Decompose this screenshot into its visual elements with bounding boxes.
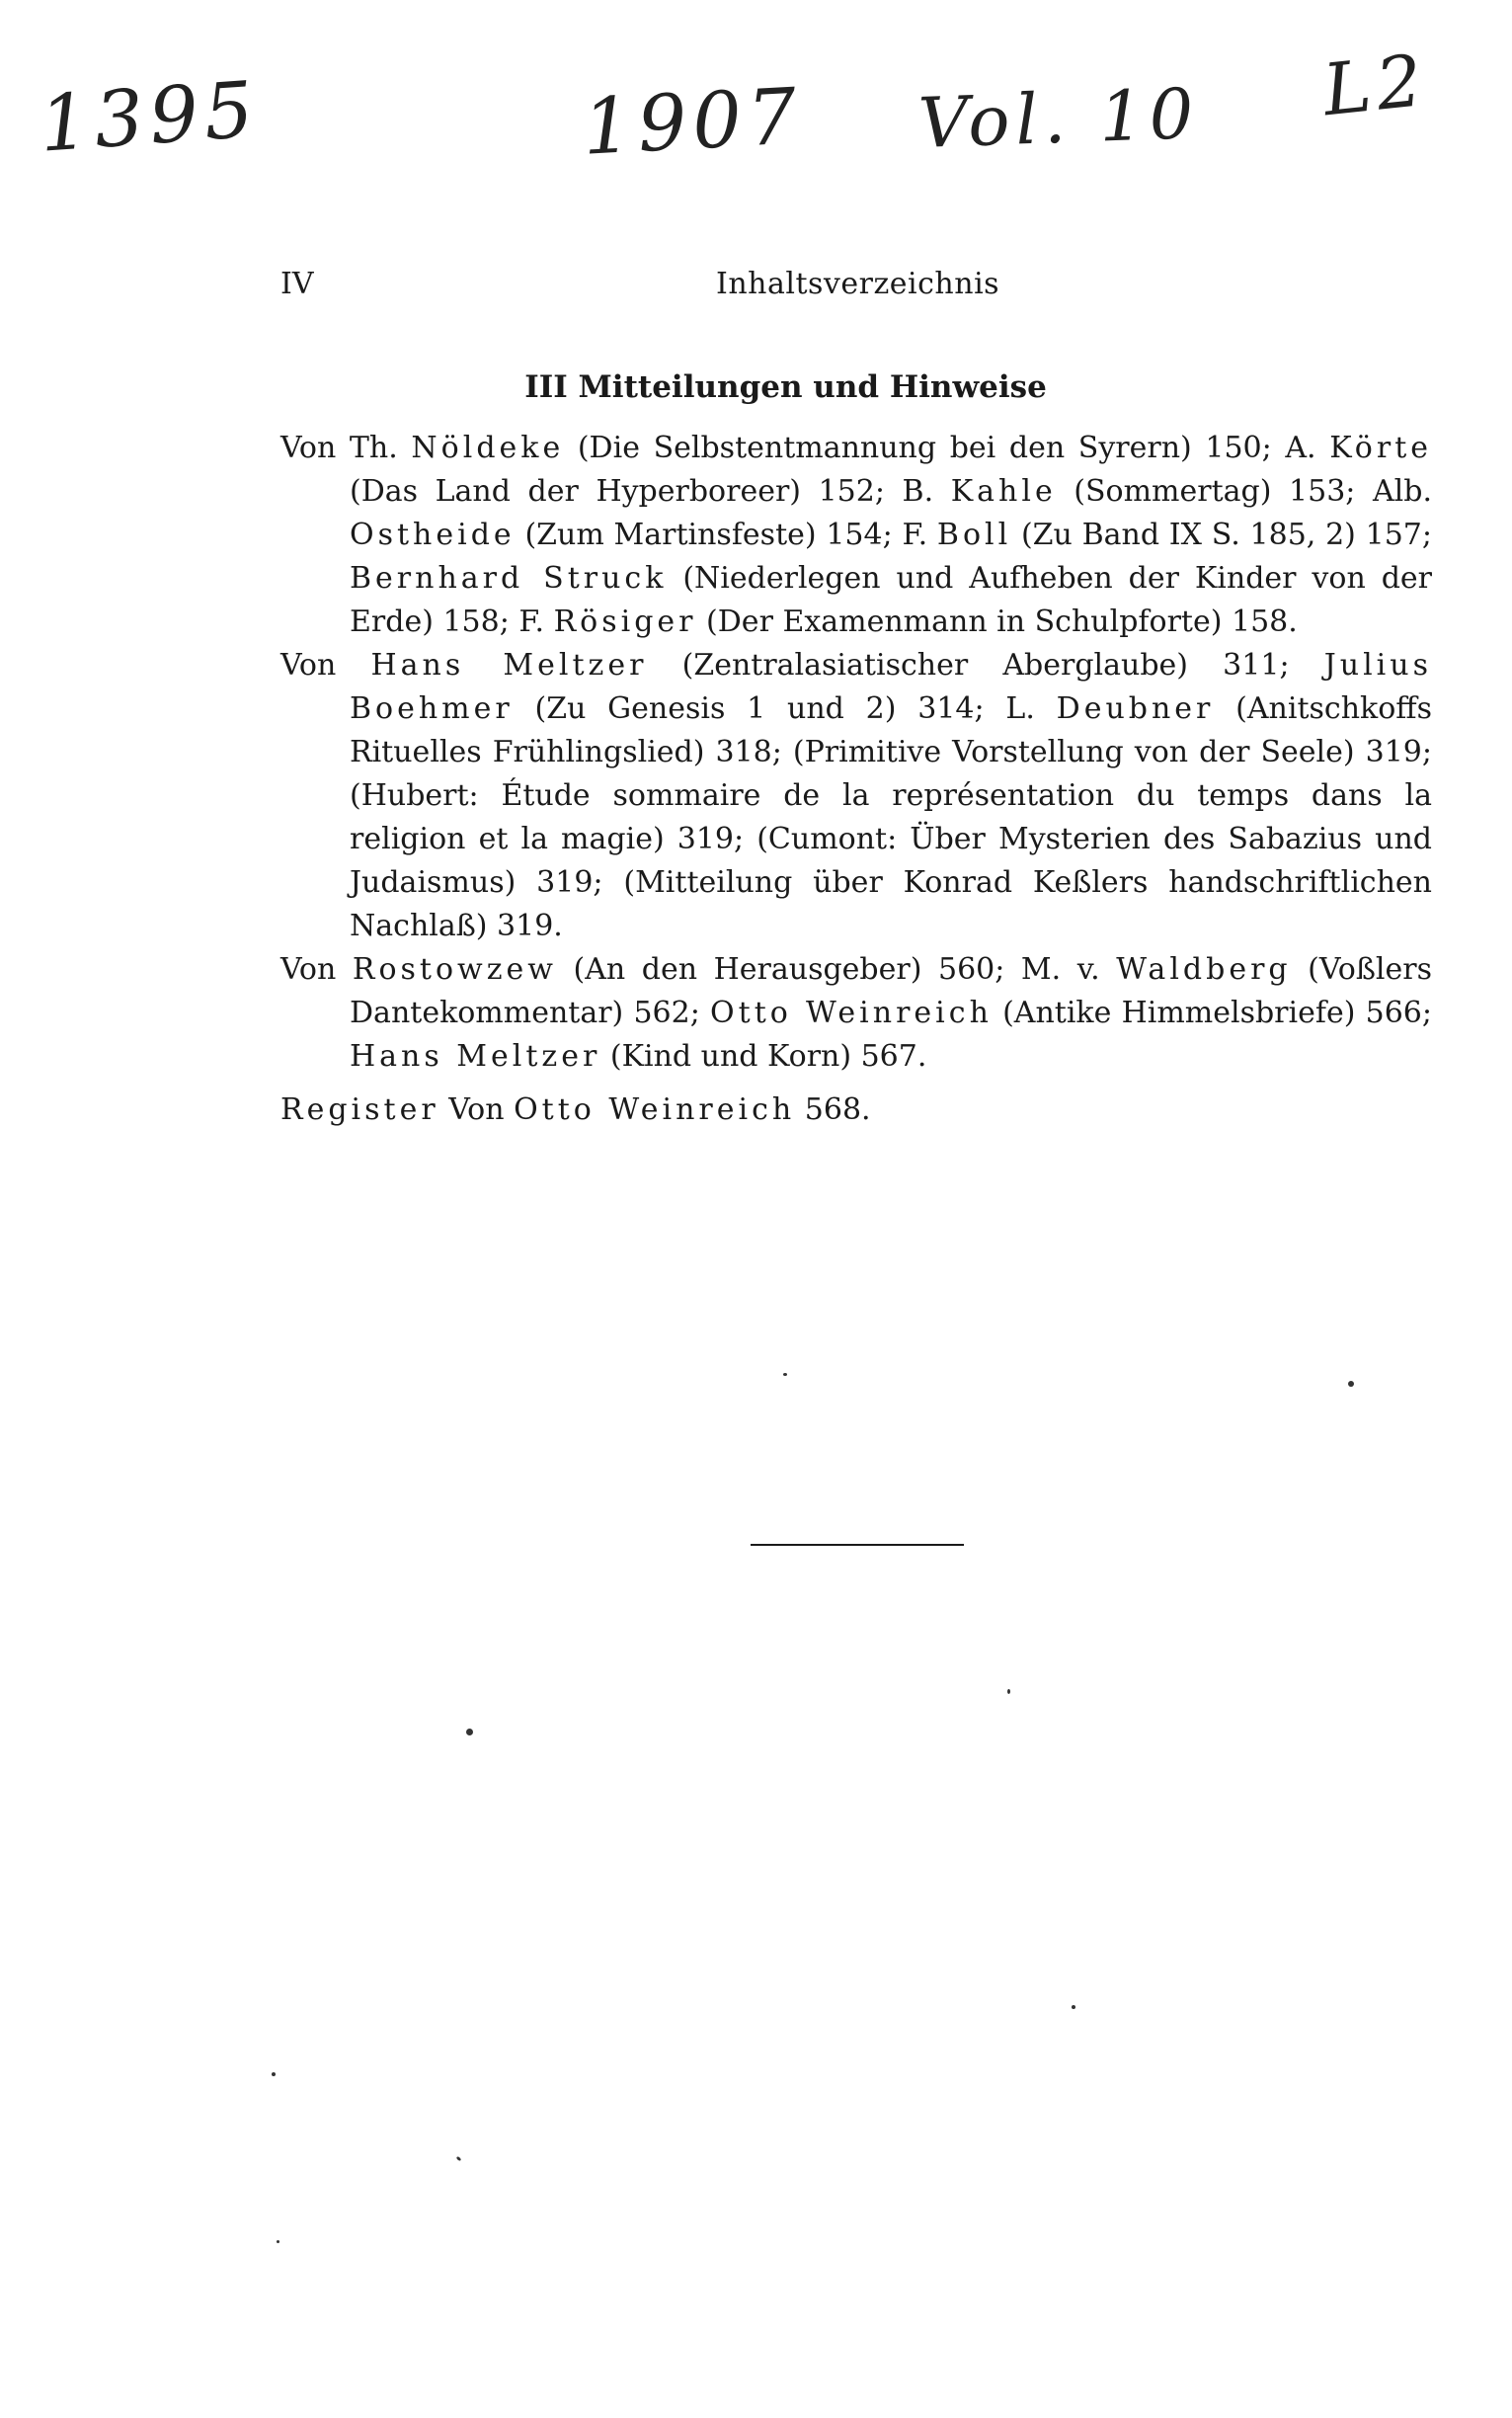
toc-entry	[280, 644, 1432, 948]
entry-text: Von	[280, 648, 371, 683]
author-name: Hans Meltzer	[370, 648, 648, 683]
toc-entries	[280, 427, 1432, 1132]
running-title: Inhaltsverzeichnis	[716, 267, 1000, 301]
handwritten-note-right: L2	[1318, 38, 1432, 132]
handwritten-note-volume: Vol. 10	[916, 73, 1201, 164]
entry-text: Von Th.	[280, 431, 412, 465]
author-name: Boll	[936, 518, 1012, 552]
author-name: Otto Weinreich	[514, 1092, 796, 1127]
print-speck	[1348, 1381, 1354, 1387]
entry-text: 568.	[795, 1092, 871, 1127]
handwritten-note-year: 1907	[580, 72, 805, 173]
print-speck	[1007, 1689, 1010, 1694]
entry-text: (Die Selbstentmannung bei den Syrern) 150; A.	[564, 431, 1330, 465]
print-speck	[272, 2072, 276, 2076]
entry-text: Von	[438, 1092, 515, 1127]
author-name: Hans Meltzer	[350, 1039, 601, 1074]
toc-entry-register	[280, 1088, 1432, 1132]
running-head	[0, 265, 1512, 304]
entry-text: (An den Herausgeber) 560; M. v.	[556, 952, 1117, 987]
author-name: Rösiger	[553, 604, 697, 639]
entry-text: (Zu Genesis 1 und 2) 314; L.	[513, 691, 1057, 726]
author-name: Register	[280, 1092, 439, 1127]
entry-text: Von	[280, 952, 353, 987]
author-name: Rostowzew	[352, 952, 557, 987]
entry-text: (Voßlers Dantekommentar) 562;	[350, 952, 1432, 1030]
print-speck	[277, 2240, 279, 2243]
print-speck	[456, 2156, 462, 2162]
toc-entry	[280, 948, 1432, 1079]
section-heading: III Mitteilungen und Hinweise	[524, 369, 1047, 405]
entry-text: (Der Examenmann in Schulpforte) 158.	[696, 604, 1298, 639]
page-numeral: IV	[280, 267, 314, 301]
print-speck	[1072, 2005, 1075, 2009]
print-speck	[466, 1729, 473, 1735]
author-name: Ostheide	[350, 518, 516, 552]
entry-text: (Das Land der Hyperboreer) 152; B.	[350, 474, 951, 509]
entry-text: (Sommertag) 153; Alb.	[1056, 474, 1432, 509]
author-name: Kahle	[950, 474, 1057, 509]
entry-text: (Niederlegen und Aufheben der Kinder von der Erde) 158; F.	[350, 561, 1432, 639]
toc-entry	[280, 427, 1432, 644]
author-name: Otto Weinreich	[710, 996, 993, 1030]
end-rule	[751, 1544, 964, 1546]
entry-text: (Zentralasiatischer Aberglaube) 311;	[647, 648, 1324, 683]
entry-text: (Zum Martinsfeste) 154; F.	[515, 518, 937, 552]
author-name: Waldberg	[1116, 952, 1292, 987]
author-name: Julius Boehmer	[350, 648, 1432, 726]
entry-text: (Anitschkoffs Rituelles Frühlingslied) 318; (Primitive Vorstellung von der Seele) 319; (Hubert: Étude sommaire de la représentation du temps dans la religion et la magie) 319; (Cumont: Über Mysterien des Sabazius und Judaismus) 319; (Mitteilung über Konrad Keßlers handschriftlichen Nachlaß) 319.	[350, 691, 1432, 943]
print-speck	[783, 1373, 787, 1376]
entry-text: (Zu Band IX S. 185, 2) 157;	[1011, 518, 1432, 552]
author-name: Nöldeke	[411, 431, 565, 465]
handwritten-note-left: 1395	[37, 65, 263, 170]
entry-text: (Antike Himmelsbriefe) 566;	[992, 996, 1432, 1030]
author-name: Deubner	[1056, 691, 1215, 726]
author-name: Bernhard Struck	[350, 561, 668, 596]
entry-text: (Kind und Korn) 567.	[600, 1039, 927, 1074]
author-name: Körte	[1329, 431, 1433, 465]
